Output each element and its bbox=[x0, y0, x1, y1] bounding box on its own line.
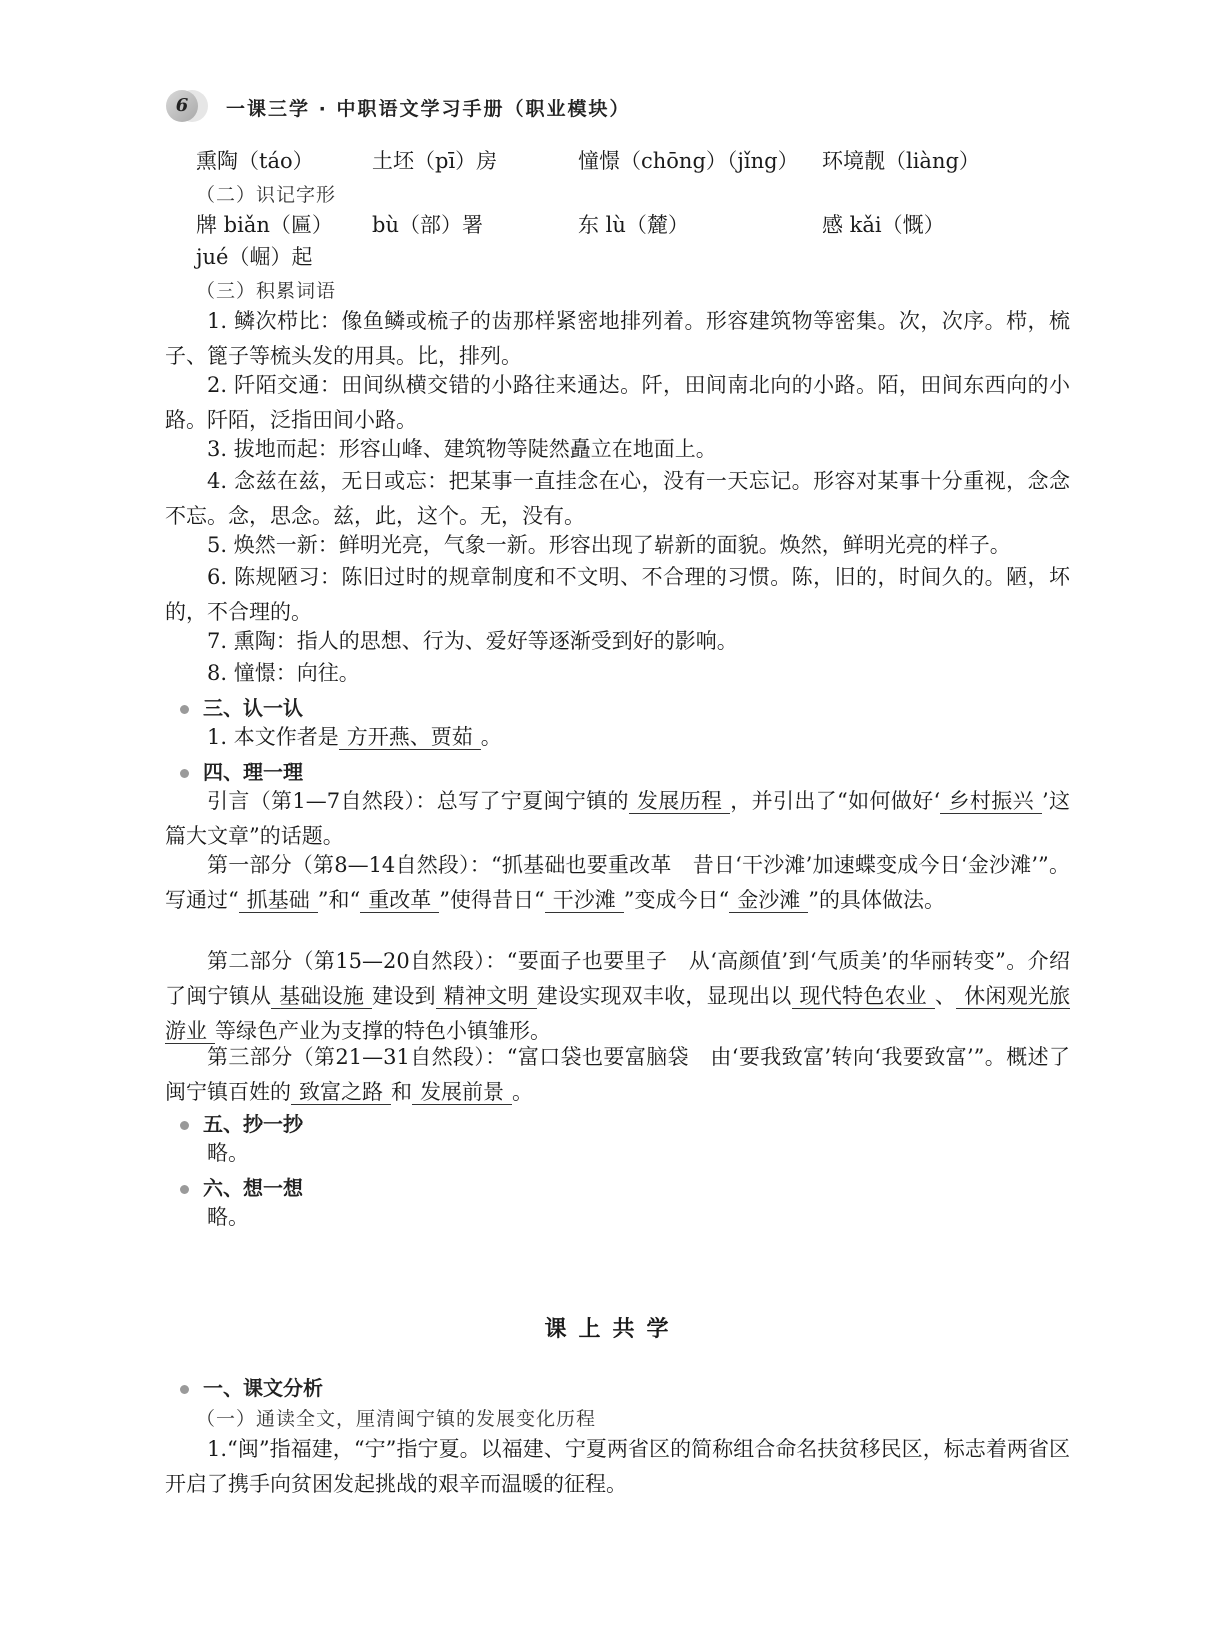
bullet-icon bbox=[180, 1385, 189, 1394]
text: ”的具体做法。 bbox=[808, 888, 945, 912]
text: 第三部分（第21—31自然段）：“富口袋也要富脑袋 由‘要我致富’转向‘我要致富’”。概述了闽宁镇百姓的 bbox=[165, 1045, 1070, 1104]
section-heading-5 bbox=[180, 1108, 303, 1137]
author-line bbox=[165, 720, 1070, 755]
section-heading-text: 一、课文分析 bbox=[203, 1376, 323, 1400]
section-heading-text: 五、抄一抄 bbox=[203, 1112, 303, 1136]
answer-blank: 精神文明 bbox=[436, 984, 537, 1009]
text: ”使得昔日“ bbox=[439, 888, 545, 912]
answer-blank: 干沙滩 bbox=[545, 888, 624, 913]
text: 、 bbox=[934, 984, 957, 1008]
bullet-icon bbox=[180, 705, 189, 714]
analysis-subheading: （一）通读全文，厘清闽宁镇的发展变化历程 bbox=[196, 1408, 597, 1430]
shape-item-1: 牌 biǎn（匾） bbox=[196, 213, 333, 237]
vocab-6: 6. 陈规陋习：陈旧过时的规章制度和不文明、不合理的习惯。陈，旧的，时间久的。陋，坏的，不合理的。 bbox=[165, 565, 1070, 624]
text: 1. 本文作者是 bbox=[207, 725, 339, 749]
text: ”变成今日“ bbox=[623, 888, 730, 912]
book-title: 一课三学 · 中职语文学习手册（职业模块） bbox=[226, 98, 631, 120]
analysis-para-1: 1.“闽”指福建，“宁”指宁夏。以福建、宁夏两省区的简称组合命名扶贫移民区，标志着两省区开启了携手向贫困发起挑战的艰辛而温暖的征程。 bbox=[165, 1437, 1070, 1496]
pinyin-item-2: 土坯（pī）房 bbox=[372, 149, 498, 173]
section-heading-3 bbox=[180, 692, 303, 721]
pinyin-item-3: 憧憬（chōng）（jǐng） bbox=[578, 149, 799, 173]
center-section-title: 课上共学 bbox=[544, 1317, 681, 1342]
bullet-icon bbox=[180, 769, 189, 778]
outline-part1 bbox=[165, 848, 1070, 918]
outline-part3 bbox=[165, 1040, 1070, 1110]
vocab-4: 4. 念兹在兹，无日或忘：把某事一直挂念在心，没有一天忘记。形容对某事十分重视，念念不忘。念，思念。兹，此，这个。无，没有。 bbox=[165, 469, 1070, 528]
text: 建设实现双丰收，显现出以 bbox=[536, 984, 792, 1008]
vocab-3: 3. 拔地而起：形容山峰、建筑物等陡然矗立在地面上。 bbox=[207, 437, 717, 461]
shape-item-2: bù（部）署 bbox=[372, 213, 483, 237]
sec6-text: 略。 bbox=[207, 1205, 249, 1229]
section-heading-text: 六、想一想 bbox=[203, 1176, 303, 1200]
answer-blank: 休闲观光旅游业 bbox=[165, 984, 1071, 1043]
text: 第一部分（第8—14自然段）：“抓基础也要重改革 昔日‘干沙滩’加速蝶变成今日‘金沙滩’”。写通过“ bbox=[165, 853, 1070, 912]
vocab-7: 7. 熏陶：指人的思想、行为、爱好等逐渐受到好的影响。 bbox=[207, 629, 738, 653]
answer-blank: 现代特色农业 bbox=[792, 984, 935, 1009]
section-heading-4 bbox=[180, 756, 303, 785]
text: 。 bbox=[512, 1080, 533, 1104]
text: 引言（第1—7自然段）：总写了宁夏闽宁镇的 bbox=[207, 789, 629, 813]
text: ’这篇大文章”的话题。 bbox=[165, 789, 1070, 848]
page-number: 6 bbox=[166, 90, 198, 122]
answer-blank: 抓基础 bbox=[239, 888, 318, 913]
outline-part2 bbox=[165, 944, 1070, 1049]
answer-blank: 发展前景 bbox=[412, 1080, 512, 1105]
subheading-shape: （二）识记字形 bbox=[196, 184, 337, 206]
answer-blank: 发展历程 bbox=[629, 789, 730, 814]
answer-blank: 基础设施 bbox=[271, 984, 372, 1009]
bullet-icon bbox=[180, 1185, 189, 1194]
vocab-8: 8. 憧憬：向往。 bbox=[207, 661, 360, 685]
answer-blank: 乡村振兴 bbox=[940, 789, 1042, 814]
answer-blank: 金沙滩 bbox=[729, 888, 808, 913]
text: ，并引出了“如何做好‘ bbox=[730, 789, 941, 813]
text: 。 bbox=[480, 725, 502, 749]
answer-blank: 方开燕、贾茹 bbox=[339, 725, 481, 750]
section-heading-6 bbox=[180, 1172, 303, 1201]
pinyin-item-1: 熏陶（táo） bbox=[196, 149, 314, 173]
text: ”和“ bbox=[317, 888, 361, 912]
vocab-1: 1. 鳞次栉比：像鱼鳞或梳子的齿那样紧密地排列着。形容建筑物等密集。次，次序。栉，梳子、篦子等梳头发的用具。比，排列。 bbox=[165, 309, 1070, 368]
answer-blank: 重改革 bbox=[360, 888, 439, 913]
text: 第二部分（第15—20自然段）：“要面子也要里子 从‘高颜值’到‘气质美’的华丽转变”。介绍了闽宁镇从 bbox=[165, 949, 1070, 1008]
section-heading-text: 三、认一认 bbox=[203, 696, 303, 720]
section-heading-text: 四、理一理 bbox=[203, 760, 303, 784]
shape-item-4: 感 kǎi（慨） bbox=[822, 213, 945, 237]
outline-intro bbox=[165, 784, 1070, 854]
vocab-5: 5. 焕然一新：鲜明光亮，气象一新。形容出现了崭新的面貌。焕然，鲜明光亮的样子。 bbox=[207, 533, 1011, 557]
text: 等绿色产业为支撑的特色小镇雏形。 bbox=[215, 1019, 551, 1043]
page-header bbox=[166, 86, 1066, 126]
sec5-text: 略。 bbox=[207, 1141, 249, 1165]
section-heading-analysis bbox=[180, 1372, 323, 1401]
bullet-icon bbox=[180, 1121, 189, 1130]
shape-item-5: jué（崛）起 bbox=[196, 245, 313, 269]
shape-item-3: 东 lù（麓） bbox=[578, 213, 689, 237]
subheading-vocab: （三）积累词语 bbox=[196, 280, 337, 302]
vocab-2: 2. 阡陌交通：田间纵横交错的小路往来通达。阡，田间南北向的小路。陌，田间东西向的小路。阡陌，泛指田间小路。 bbox=[165, 373, 1070, 432]
answer-blank: 致富之路 bbox=[291, 1080, 391, 1105]
pinyin-item-4: 环境靓（liàng） bbox=[822, 149, 980, 173]
text: 建设到 bbox=[372, 984, 436, 1008]
text: 和 bbox=[391, 1080, 412, 1104]
